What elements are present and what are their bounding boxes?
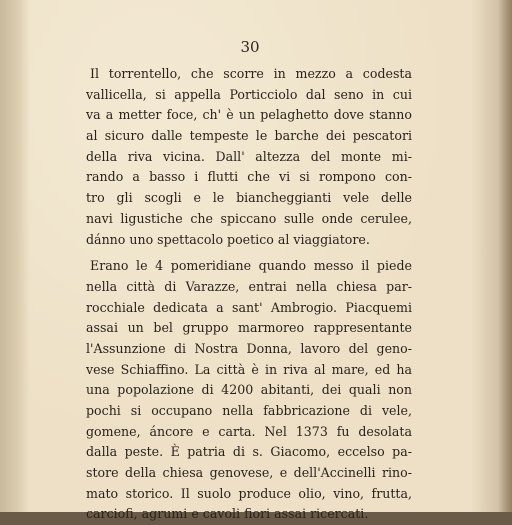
text-line: rocchiale dedicata a sant' Ambrogio. Piacquemi (86, 299, 412, 315)
text-line: nella città di Varazze, entrai nella chiesa par- (86, 278, 412, 294)
text-line: carciofi, agrumi e cavoli fiori assai ricercati. (86, 506, 369, 522)
text-line: va a metter foce, ch' è un pelaghetto dove stanno (86, 107, 412, 123)
text-line: assai un bel gruppo marmoreo rappresentante (86, 320, 412, 336)
text-line: l'Assunzione di Nostra Donna, lavoro del geno- (86, 340, 412, 356)
text-line: Erano le 4 pomeridiane quando messo il piede (90, 258, 412, 274)
text-line: dánno uno spettacolo poetico al viaggiatore. (86, 231, 370, 247)
page-text (86, 64, 412, 525)
text-line: vese Schiaffino. La città è in riva al mare, ed ha (86, 361, 412, 377)
paragraph-2 (86, 256, 412, 525)
text-line: navi ligustiche che spiccano sulle onde cerulee, (86, 210, 412, 226)
paragraph-1 (86, 64, 412, 250)
text-line: mato storico. Il suolo produce olio, vino, frutta, (86, 485, 412, 501)
text-line: tro gli scogli e le biancheggianti vele delle (86, 190, 412, 206)
text-line: store della chiesa genovese, e dell'Accinelli rino- (86, 465, 412, 481)
text-line: dalla peste. È patria di s. Giacomo, eccelso pa- (86, 444, 412, 460)
text-line: gomene, áncore e carta. Nel 1373 fu desolata (86, 423, 412, 439)
text-line: al sicuro dalle tempeste le barche dei pescatori (86, 128, 412, 144)
text-line: pochi si occupano nella fabbricazione di vele, (86, 403, 412, 418)
page-number: 30 (240, 38, 260, 56)
text-line: della riva vicina. Dall' altezza del monte mi- (86, 148, 412, 164)
text-line: rando a basso i flutti che vi si rompono con- (86, 169, 412, 185)
text-line: una popolazione di 4200 abitanti, dei quali non (86, 382, 412, 398)
text-line: Il torrentello, che scorre in mezzo a codesta (90, 66, 412, 81)
text-line: vallicella, si appella Porticciolo dal seno in cui (86, 86, 412, 102)
page-gutter-shadow (0, 0, 30, 512)
page-edge-shadow (498, 0, 512, 512)
